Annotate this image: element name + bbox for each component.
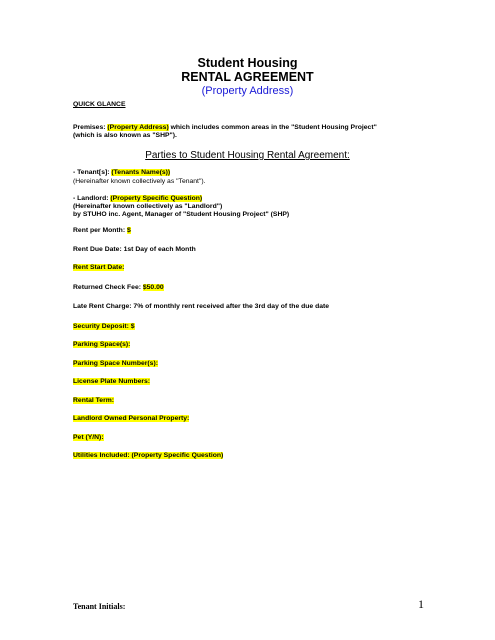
pet: Pet (Y/N):	[73, 434, 104, 441]
rent-per-month-label: Rent per Month:	[73, 227, 127, 234]
rent-start-date-line	[73, 264, 124, 273]
tenant-label: - Tenant[s]:	[73, 169, 112, 176]
parking-space-numbers: Parking Space Number(s):	[73, 360, 158, 367]
parking-spaces-line	[73, 341, 130, 350]
parking-spaces: Parking Space(s):	[73, 341, 131, 348]
rent-per-month-field: $	[127, 227, 131, 234]
property-address-subtitle: (Property Address)	[201, 85, 294, 97]
tenant-line	[73, 169, 170, 178]
document-title-line1: Student Housing	[197, 56, 298, 70]
tenant-note: (Hereinafter known collectively as "Tenant").	[73, 178, 206, 185]
pet-line	[73, 434, 104, 443]
security-deposit: Security Deposit: $	[73, 323, 135, 330]
quick-glance-heading: QUICK GLANCE	[73, 101, 126, 108]
landlord-property: Landlord Owned Personal Property:	[73, 415, 190, 422]
tenant-initials-label: Tenant Initials:	[73, 602, 126, 611]
security-deposit-line	[73, 323, 135, 332]
parties-heading: Parties to Student Housing Rental Agreement:	[145, 150, 350, 161]
landlord-property-line	[73, 415, 189, 424]
returned-check-field: $50.00	[142, 284, 164, 291]
rental-term: Rental Term:	[73, 397, 115, 404]
landlord-by: by STUHO inc. Agent, Manager of "Student Housing Project" (SHP)	[73, 211, 290, 218]
utilities-line	[73, 452, 223, 461]
rent-due-date: Rent Due Date: 1st Day of each Month	[73, 246, 196, 253]
premises-text: which includes common areas in the "Student Housing Project"	[168, 124, 377, 131]
document-title-line2: RENTAL AGREEMENT	[181, 70, 314, 84]
landlord-field: (Property Specific Question)	[110, 195, 203, 202]
premises-label: Premises:	[73, 124, 108, 131]
premises-field: (Property Address)	[107, 124, 169, 131]
returned-check-label: Returned Check Fee:	[73, 284, 143, 291]
rent-per-month-line	[73, 227, 131, 236]
page-number: 1	[418, 597, 424, 611]
returned-check-line	[73, 284, 164, 293]
premises-line2: (which is also known as "SHP").	[73, 132, 177, 139]
utilities: Utilities Included: (Property Specific Question)	[73, 452, 224, 459]
tenant-field: (Tenants Name(s))	[111, 169, 171, 176]
landlord-label: - Landlord:	[73, 195, 111, 202]
parking-space-numbers-line	[73, 360, 158, 369]
rental-term-line	[73, 397, 114, 406]
license-plates-line	[73, 378, 150, 387]
rent-start-date: Rent Start Date:	[73, 264, 125, 271]
license-plates: License Plate Numbers:	[73, 378, 151, 385]
landlord-note: (Hereinafter known collectively as "Landlord")	[73, 203, 223, 210]
late-rent-charge: Late Rent Charge: 7% of monthly rent received after the 3rd day of the due date	[73, 303, 330, 310]
